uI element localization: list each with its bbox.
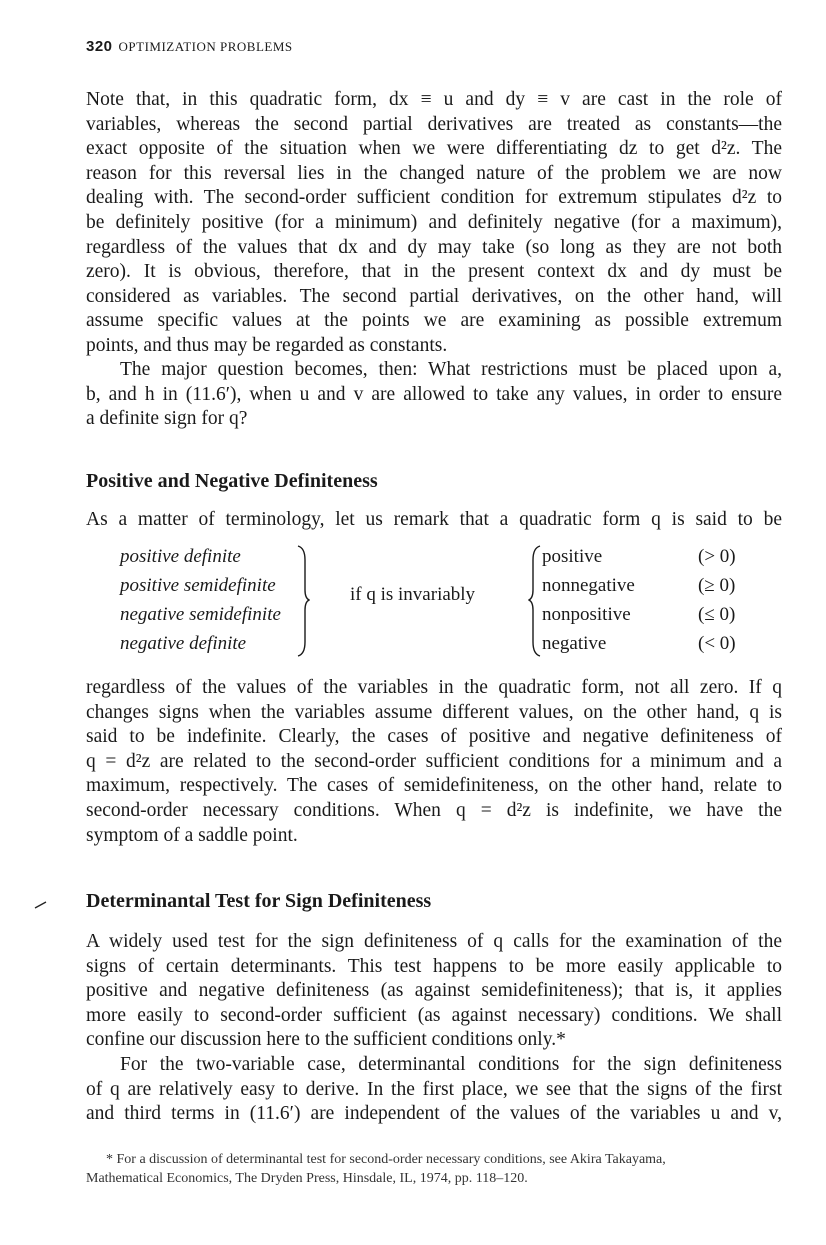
sign-word-nonnegative: nonnegative <box>542 575 635 596</box>
sign-word-negative: negative <box>542 633 607 654</box>
term-negative-definite: negative definite <box>120 633 247 654</box>
text-line: assume specific values at the points we are examining as possible extremum <box>86 310 782 332</box>
term-positive-semidefinite: positive semidefinite <box>120 575 276 596</box>
text-line: be definitely positive (for a minimum) and definitely negative (for a maximum), <box>86 211 782 233</box>
text-line: dealing with. The second-order sufficient condition for extremum stipulates d²z to <box>86 187 782 209</box>
margin-pencil-mark <box>34 900 48 910</box>
running-title: OPTIMIZATION PROBLEMS <box>118 39 293 54</box>
text-line: and third terms in (11.6′) are independent of the values of the variables u and v, <box>86 1103 782 1125</box>
text-line: The major question becomes, then: What restrictions must be placed upon a, <box>120 359 782 380</box>
right-brace-icon <box>296 542 310 658</box>
left-brace-icon <box>528 542 542 658</box>
text-line: b, and h in (11.6′), when u and v are allowed to take any values, in order to ensure <box>86 383 782 405</box>
page-number: 320 <box>86 38 113 55</box>
text-line: a definite sign for q? <box>86 408 248 430</box>
text-line: A widely used test for the sign definiteness of q calls for the examination of the <box>86 931 782 952</box>
paragraph-determinantal-test <box>86 930 782 1053</box>
footnote-line: Mathematical Economics, The Dryden Press, Hinsdale, IL, 1974, pp. 118–120. <box>86 1171 528 1186</box>
section-heading-definiteness: Positive and Negative Definiteness <box>86 470 378 492</box>
term-negative-semidefinite: negative semidefinite <box>120 604 281 625</box>
text-line: changes signs when the variables assume different values, on the other hand, q is <box>86 701 782 723</box>
definiteness-definition-table <box>86 542 782 658</box>
text-line: considered as variables. The second partial derivatives, on the other hand, will <box>86 285 782 307</box>
text-line: more easily to second-order sufficient (as against necessary) conditions. We shall <box>86 1004 782 1026</box>
text-line: symptom of a saddle point. <box>86 824 298 846</box>
text-line: variables, whereas the second partial derivatives are treated as constants—the <box>86 113 782 135</box>
paragraph-quadratic-form-note <box>86 88 782 359</box>
definiteness-terms <box>120 542 281 658</box>
text-line: Note that, in this quadratic form, dx ≡ u and dy ≡ v are cast in the role of <box>86 89 782 110</box>
text-line: of q are relatively easy to derive. In the first place, we see that the signs of the first <box>86 1078 782 1100</box>
sign-word-nonpositive: nonpositive <box>542 604 631 625</box>
sign-symbol: (< 0) <box>698 633 736 654</box>
text-line: points, and thus may be regarded as constants. <box>86 334 448 356</box>
running-header <box>86 38 293 55</box>
section-heading-determinantal-test: Determinantal Test for Sign Definiteness <box>86 890 432 912</box>
footnote-line: * For a discussion of determinantal test for second-order necessary conditions, see Akira Takayama, <box>106 1152 666 1167</box>
text-line: As a matter of terminology, let us remark that a quadratic form q is said to be <box>86 509 782 530</box>
sign-symbol: (≥ 0) <box>698 575 736 596</box>
paragraph-two-variable-case <box>86 1053 782 1127</box>
text-line: zero). It is obvious, therefore, that in the present context dx and dy must be <box>86 261 782 283</box>
term-positive-definite: positive definite <box>120 546 241 567</box>
text-line: said to be indefinite. Clearly, the cases of positive and negative definiteness of <box>86 726 782 748</box>
text-line: signs of certain determinants. This test happens to be more easily applicable to <box>86 955 782 977</box>
text-line: reason for this reversal lies in the changed nature of the problem we are now <box>86 162 782 184</box>
footnote <box>86 1150 782 1188</box>
sign-symbol: (≤ 0) <box>698 604 736 625</box>
text-line: maximum, respectively. The cases of semidefiniteness, on the other hand, relate to <box>86 775 782 797</box>
sign-symbols <box>698 542 736 658</box>
text-line: regardless of the values that dx and dy may take (so long as they are not both <box>86 236 782 258</box>
paragraph-indefinite <box>86 676 782 848</box>
paragraph-terminology <box>86 508 782 533</box>
text-line: confine our discussion here to the sufficient conditions only.* <box>86 1029 566 1051</box>
text-line: positive and negative definiteness (as against semidefiniteness); that is, it applies <box>86 980 782 1002</box>
paragraph-major-question <box>86 358 782 432</box>
sign-symbol: (> 0) <box>698 546 736 567</box>
text-line: regardless of the values of the variables in the quadratic form, not all zero. If q <box>86 677 782 698</box>
sign-words <box>542 542 635 658</box>
text-line: second-order necessary conditions. When q = d²z is indefinite, we have the <box>86 799 782 821</box>
text-line: q = d²z are related to the second-order sufficient conditions for a minimum and a <box>86 750 782 772</box>
text-line: exact opposite of the situation when we were differentiating dz to get d²z. The <box>86 138 782 160</box>
condition-text: if q is invariably <box>350 584 476 605</box>
text-line: For the two-variable case, determinantal conditions for the sign definiteness <box>120 1054 782 1075</box>
sign-word-positive: positive <box>542 546 603 567</box>
